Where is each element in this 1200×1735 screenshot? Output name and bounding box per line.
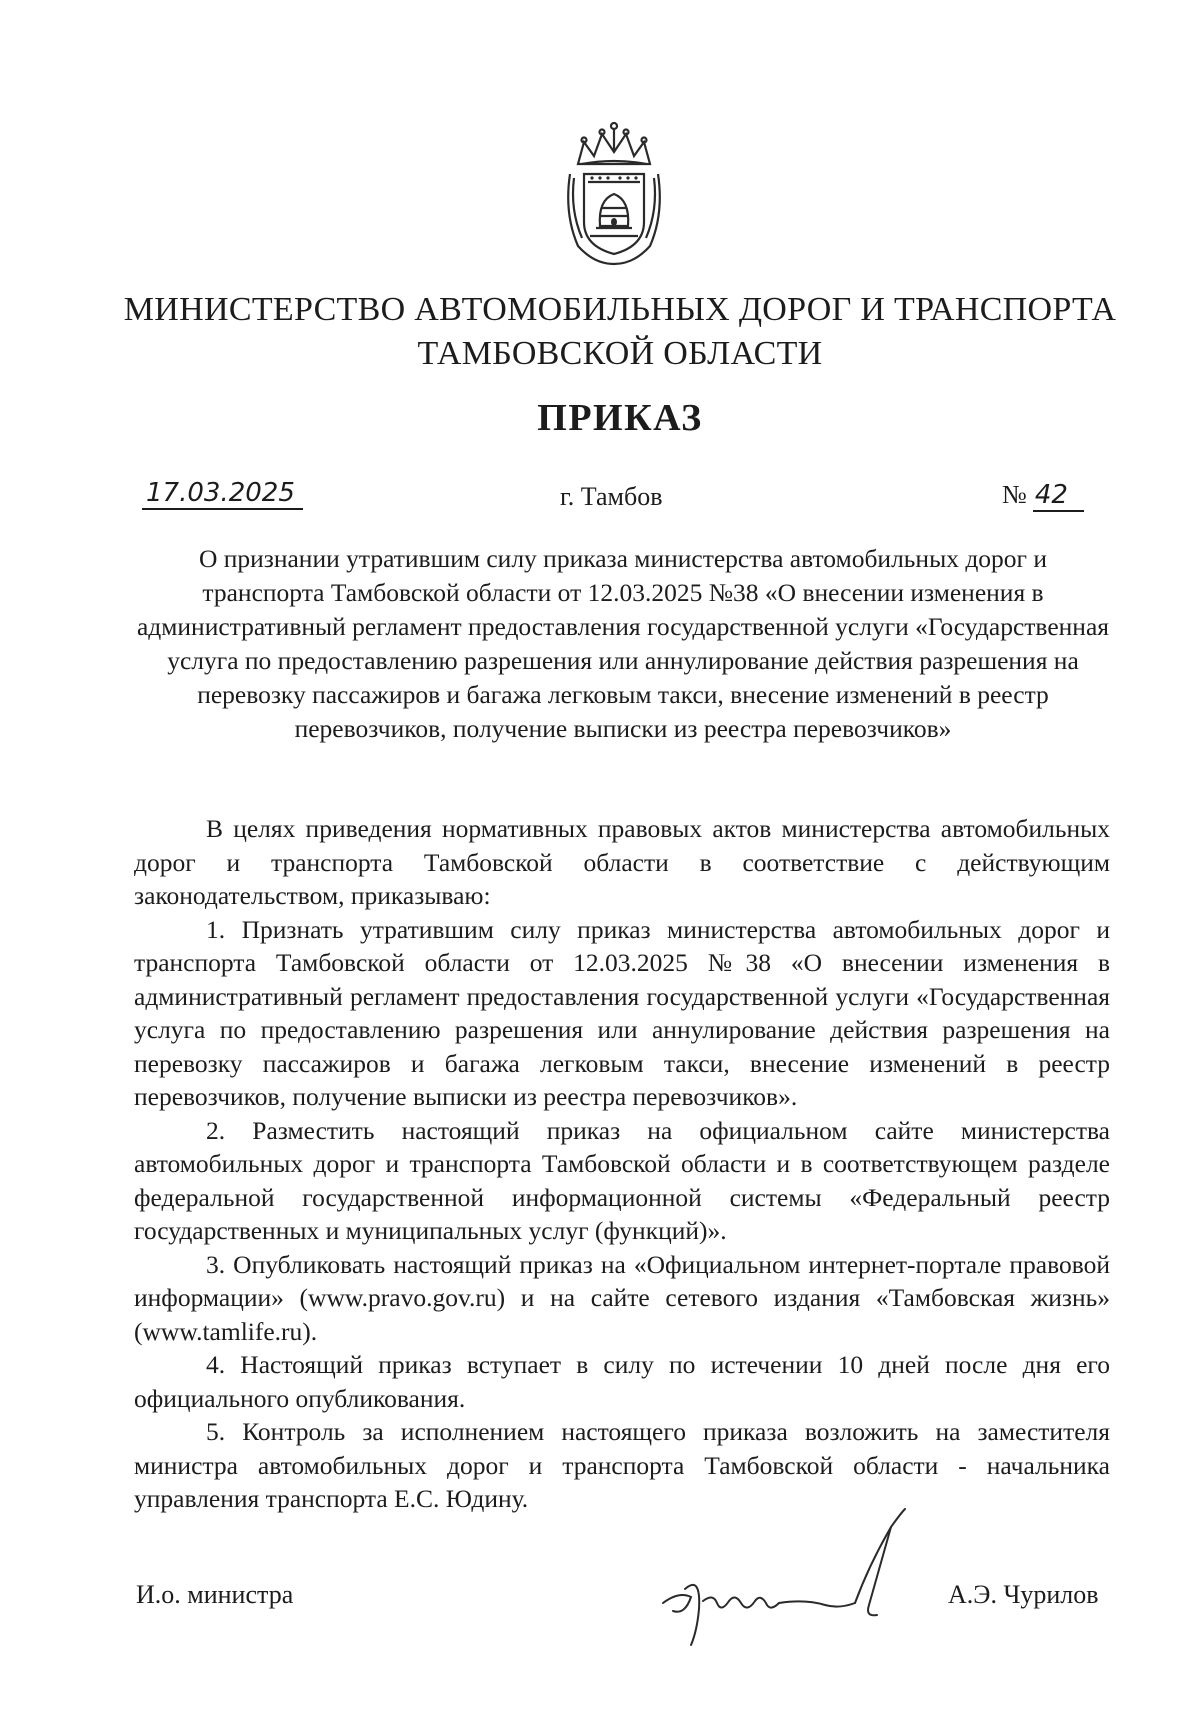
org-line-1: МИНИСТЕРСТВО АВТОМОБИЛЬНЫХ ДОРОГ И ТРАНСПОРТА — [123, 291, 1117, 328]
org-line-2: ТАМБОВСКОЙ ОБЛАСТИ — [417, 335, 823, 372]
signer-title: И.о. министра — [136, 1580, 294, 1609]
signature-image — [655, 1505, 955, 1680]
order-city: г. Тамбов — [560, 482, 663, 511]
order-number-text: 42 — [1034, 480, 1068, 510]
item-5-paragraph: 5. Контроль за исполнением настоящего приказа возложить на заместителя министра автомобильных дорог и транспорта Тамбовской области - начальника управления транспорта Е.С. Юдину. — [134, 1417, 1110, 1513]
order-number — [1002, 480, 1068, 510]
signer-name: А.Э. Чурилов — [948, 1580, 1099, 1609]
number-underline — [1033, 510, 1084, 512]
date-underline — [142, 508, 303, 510]
item-2-paragraph: 2. Разместить настоящий приказ на официальном сайте министерства автомобильных дорог и транспорта Тамбовской области и в соответствующем разделе федеральной государственной информационной системы «Федеральный реестр государственных и муниципальных услуг (функций)». — [134, 1115, 1110, 1245]
organization-name — [0, 288, 1200, 376]
document-type: ПРИКАЗ — [537, 397, 703, 439]
order-date — [146, 478, 295, 508]
number-sign: № — [1002, 480, 1027, 509]
item-1-paragraph: 1. Признать утратившим силу приказ министерства автомобильных дорог и транспорта Тамбовской области от 12.03.2025 №38 «О внесении изменения в административный регламент предоставления государственной услуги «Государственная услуга по предоставлению разрешения или аннулирование действия разрешения на перевозку пассажиров и багажа легковым такси, внесение изменений в реестр перевозчиков, получение выписки из реестра перевозчиков». — [134, 914, 1110, 1111]
item-3-paragraph: 3. Опубликовать настоящий приказ на «Официальном интернет-портале правовой информации» (www.pravo.gov.ru) и на сайте сетевого издания «Тамбовская жизнь» (www.tamlife.ru). — [134, 1249, 1110, 1346]
order-date-value: 17.03.2025 — [146, 478, 295, 508]
preamble-paragraph: В целях приведения нормативных правовых актов министерства автомобильных дорог и транспорта Тамбовской области в соответствие с действующим законодательством, приказываю: — [134, 814, 1110, 910]
order-number-value — [1035, 480, 1068, 510]
order-subject: О признании утратившим силу приказа министерства автомобильных дорог и транспорта Тамбовской области от 12.03.2025 №38 «О внесении изменения в административный регламент предоставления государственной услуги «Государственная услуга по предоставлению разрешения или аннулирование действия разрешения на перевозку пассажиров и багажа легковым такси, внесение изменений в реестр перевозчиков, получение выписки из реестра перевозчиков» — [136, 544, 1109, 743]
coat-of-arms-icon — [560, 118, 668, 268]
order-body — [134, 812, 1110, 1516]
item-4-paragraph: 4. Настоящий приказ вступает в силу по истечении 10 дней после дня его официального опубликования. — [134, 1350, 1110, 1413]
